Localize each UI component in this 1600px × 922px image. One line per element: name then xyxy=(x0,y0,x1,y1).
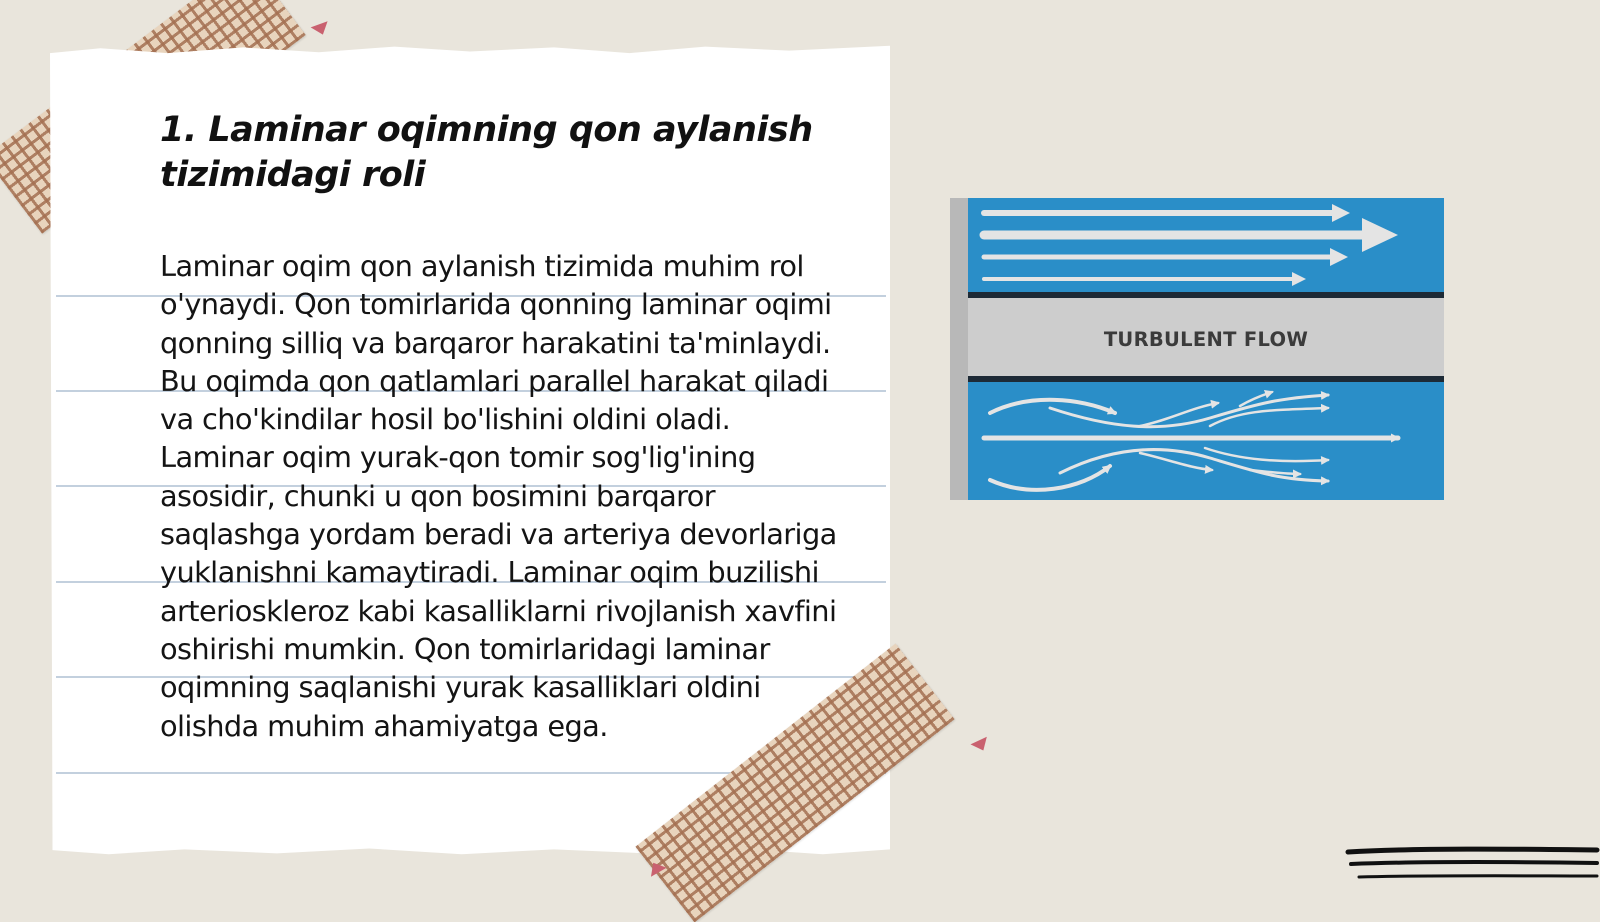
slide-body-text: Laminar oqim qon aylanish tizimida muhim rol o'ynaydi. Qon tomirlarida qonning laminar oqimi qonning silliq va barqaror harakatini ta'minlaydi. Bu oqimda qon qatlamlari parallel harakat qiladi va cho'kindilar hosil bo'lishini oldini oladi. Laminar oqim yurak-qon tomir sog'lig'ining asosidir, chunki u qon bosimini barqaror saqlashga yordam beradi va arteriya devorlariga yuklanishni kamaytiradi. Laminar oqim buzilishi arterioskleroz kabi kasalliklarni rivojlanish xavfini oshirishi mumkin. Qon tomirlaridagi laminar oqimning saqlanishi yurak kasalliklari oldini olishda muhim ahamiyatga ega. xyxy=(160,249,837,743)
turbulent-channel-wall xyxy=(968,376,1444,382)
brush-stroke-decoration xyxy=(1345,846,1600,891)
flow-diagram-caption: TURBULENT FLOW xyxy=(1103,328,1309,351)
tape-tip-top xyxy=(311,21,332,37)
slide-title: 1. Laminar oqimning qon aylanish tizimidagi roli xyxy=(160,110,813,195)
laminar-channel-wall xyxy=(968,292,1444,298)
diagram-edge-shadow xyxy=(950,198,968,500)
turbulent-flow-diagram xyxy=(950,198,1444,500)
tape-tip-bottom-right xyxy=(971,737,992,755)
